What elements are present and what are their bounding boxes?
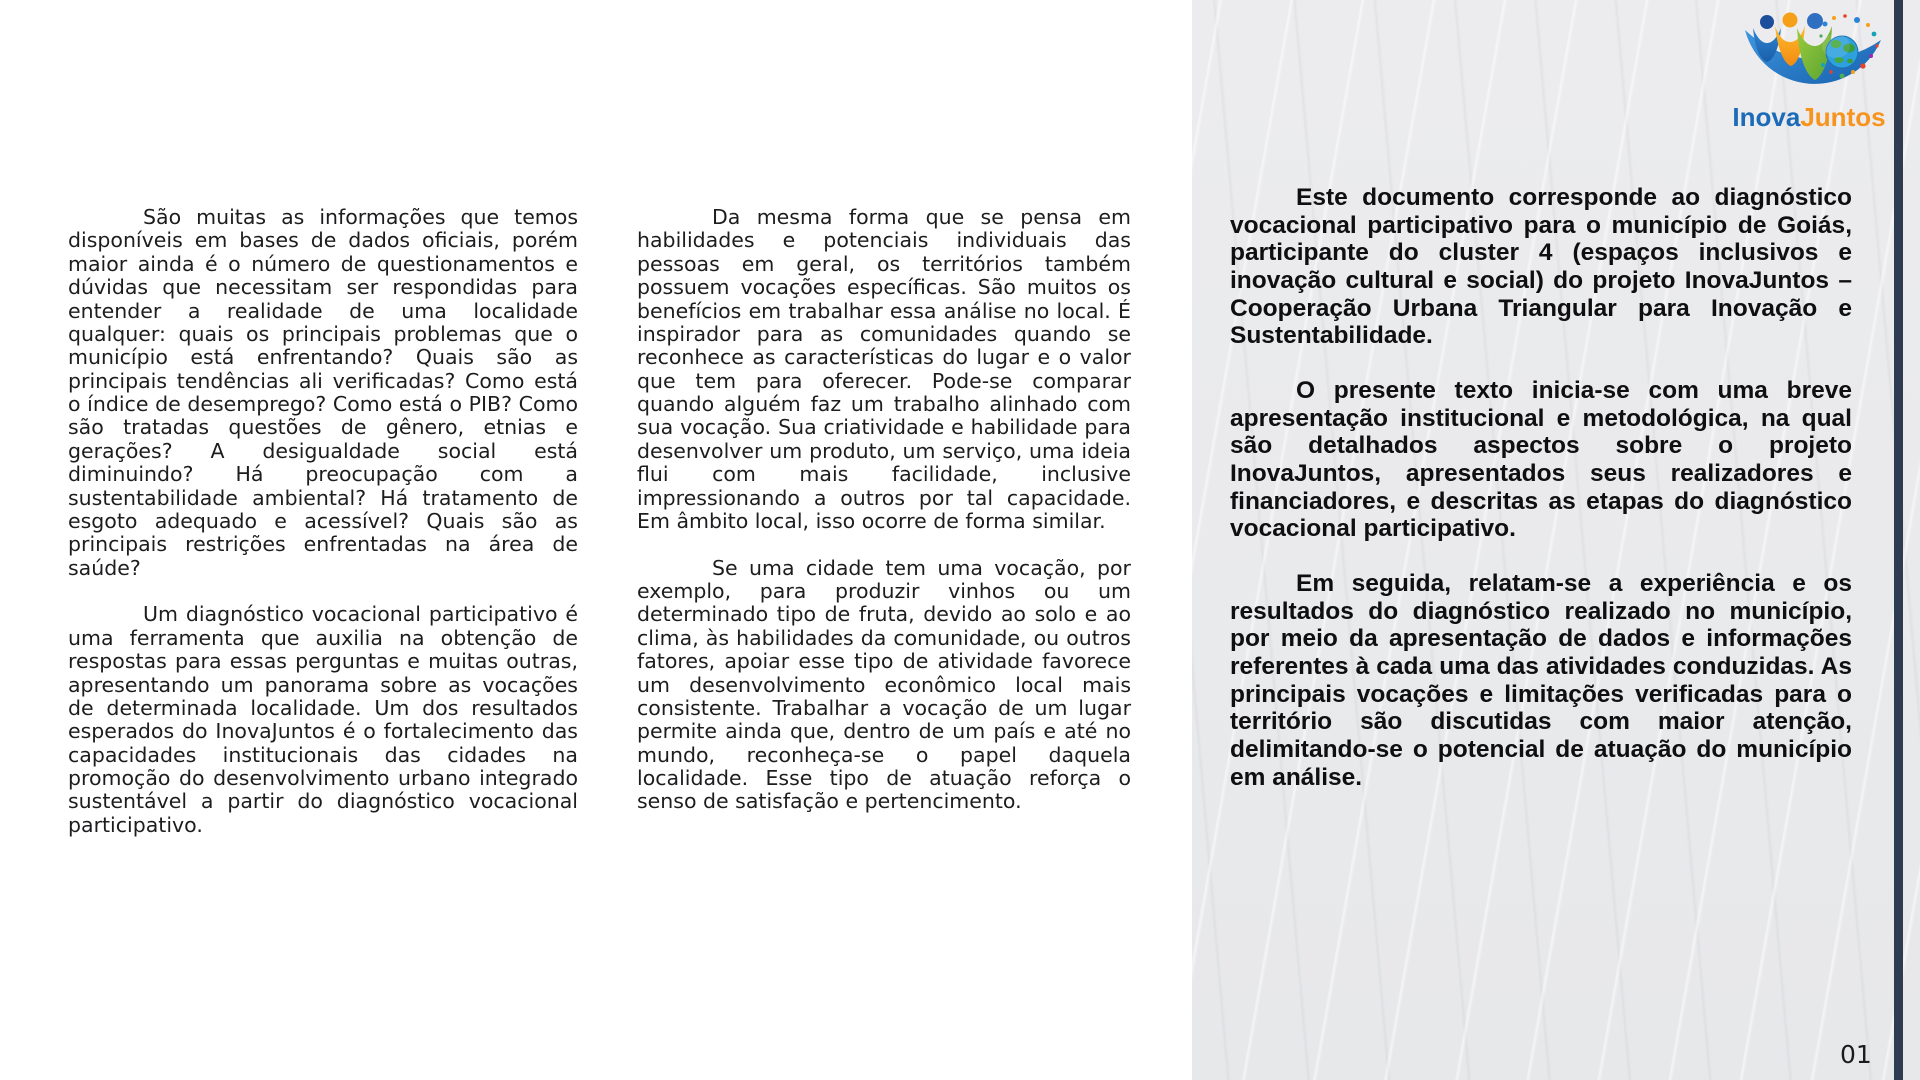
right-accent-bar [1894,0,1903,1080]
paragraph: O presente texto inicia-se com uma breve apresentação institucional e metodológica, na qual são detalhados aspectos sobre o projeto InovaJuntos, apresentados seus realizadores e financiadores, e descritas as etapas do diagnóstico vocacional participativo. [1230,377,1852,543]
logo-text-juntos: Juntos [1800,101,1886,132]
paragraph: São muitas as informações que temos disponíveis em bases de dados oficiais, porém maior ainda é o número de questionamentos e dúvidas que necessitam ser respondidas para entender a realidade de uma localidade qualquer: quais os principais problemas que o município está enfrentando? Quais são as principais tendências ali verificadas? Como está o índice de desemprego? Como está o PIB? Como são tratadas questões de gênero, etnias e gerações? A desigualdade social está diminuindo? Há preocupação com a sustentabilidade ambiental? Há tratamento de esgoto adequado e acessível? Quais são as principais restrições enfrentadas na área de saúde? [68,205,578,580]
paragraph: Um diagnóstico vocacional participativo é uma ferramenta que auxilia na obtenção de respostas para essas perguntas e muitas outras, apresentando um panorama sobre as vocações de determinada localidade. Um dos resultados esperados do InovaJuntos é o fortalecimento das capacidades institucionais das cidades na promoção do desenvolvimento urbano integrado sustentável a partir do diagnóstico vocacional participativo. [68,602,578,837]
inovajuntos-logo-wordmark [1733,102,1885,132]
paragraph: Se uma cidade tem uma vocação, por exemplo, para produzir vinhos ou um determinado tipo de fruta, devido ao solo e ao clima, às habilidades da comunidade, ou outros fatores, apoiar esse tipo de atividade favorece um desenvolvimento econômico local mais consistente. Trabalhar a vocação de um lugar permite ainda que, dentro de um país e até no mundo, reconheça-se o papel daquela localidade. Esse tipo de atuação reforça o senso de satisfação e pertencimento. [637,555,1131,814]
column-right-bold [1230,184,1852,791]
page-number: 01 [1840,1040,1872,1069]
column-left [68,206,578,837]
paragraph: Em seguida, relatam-se a experiência e os resultados do diagnóstico realizado no município, por meio da apresentação de dados e informações referentes à cada uma das atividades conduzidas. As principais vocações e limitações verificadas para o território são discutidas com maior atenção, delimitando-se o potencial de atuação do município em análise. [1230,570,1852,791]
column-middle [637,206,1131,814]
paragraph: Da mesma forma que se pensa em habilidades e potenciais individuais das pessoas em geral, os territórios também possuem vocações específicas. São muitos os benefícios em trabalhar essa análise no local. É inspirador para as comunidades quando se reconhece as características do lugar e o valor que tem para oferecer. Pode-se comparar quando alguém faz um trabalho alinhado com sua vocação. Sua criatividade e habilidade para desenvolver um produto, um serviço, uma ideia flui com mais facilidade, inclusive impressionando a outros por tal capacidade. Em âmbito local, isso ocorre de forma similar. [637,205,1131,533]
paragraph: Este documento corresponde ao diagnóstico vocacional participativo para o município de Goiás, participante do cluster 4 (espaços inclusivos e inovação cultural e social) do projeto InovaJuntos – Cooperação Urbana Triangular para Inovação e Sustentabilidade. [1230,184,1852,350]
inovajuntos-logo-icon [1735,8,1885,108]
logo-text-inova: Inova [1732,101,1801,132]
